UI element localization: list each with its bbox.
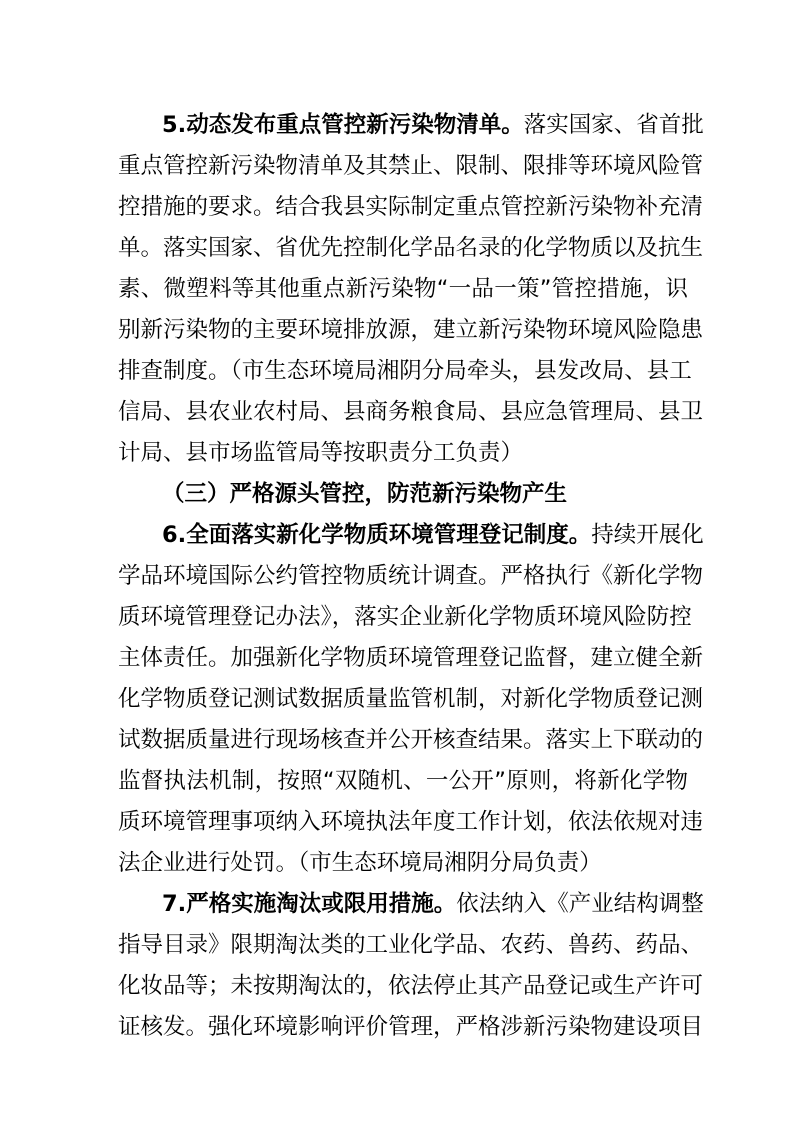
paragraph-line: 质环境管理事项纳入环境执法年度工作计划，依法依规对违	[118, 809, 704, 835]
paragraph-line: 监督执法机制，按照“双随机、一公开”原则，将新化学物	[118, 768, 688, 794]
paragraph-line: 试数据质量进行现场核查并公开核查结果。落实上下联动的	[118, 727, 704, 753]
paragraph-line: 单。落实国家、省优先控制化学品名录的化学物质以及抗生	[118, 235, 704, 261]
paragraph-line: 化妆品等；未按期淘汰的，依法停止其产品登记或生产许可	[118, 973, 704, 999]
paragraph-line: 指导目录》限期淘汰类的工业化学品、农药、兽药、药品、	[118, 932, 704, 958]
paragraph-line: 重点管控新污染物清单及其禁止、限制、限排等环境风险管	[118, 153, 704, 179]
paragraph-line: 计局、县市场监管局等按职责分工负责）	[118, 440, 524, 466]
section-heading: （三）严格源头管控，防范新污染物产生	[162, 481, 568, 507]
item-title: 6.全面落实新化学物质环境管理登记制度。	[162, 522, 592, 548]
paragraph-line: 信局、县农业农村局、县商务粮食局、县应急管理局、县卫	[118, 399, 704, 425]
paragraph-line: 化学物质登记测试数据质量监管机制，对新化学物质登记测	[118, 686, 704, 712]
paragraph-line: 别新污染物的主要环境排放源，建立新污染物环境风险隐患	[118, 317, 704, 343]
item-title: 5.动态发布重点管控新污染物清单。	[162, 112, 524, 138]
paragraph-line	[162, 105, 704, 145]
paragraph-line: 法企业进行处罚。（市生态环境局湘阴分局负责）	[118, 850, 602, 876]
paragraph-line	[162, 884, 704, 924]
item-text: 依法纳入《产业结构调整	[456, 891, 704, 917]
item-title: 7.严格实施淘汰或限用措施。	[162, 891, 457, 917]
paragraph-line: 质环境管理登记办法》，落实企业新化学物质环境风险防控	[118, 604, 692, 630]
paragraph-line: 素、微塑料等其他重点新污染物“一品一策”管控措施，识	[118, 276, 688, 302]
paragraph-line	[162, 515, 704, 555]
paragraph-line: 学品环境国际公约管控物质统计调查。严格执行《新化学物	[118, 563, 704, 589]
item-text: 落实国家、省首批	[523, 112, 704, 138]
paragraph-line: 证核发。强化环境影响评价管理，严格涉新污染物建设项目	[118, 1014, 704, 1040]
paragraph-line: 排查制度。（市生态环境局湘阴分局牵头，县发改局、县工	[118, 358, 692, 384]
paragraph-line: 控措施的要求。结合我县实际制定重点管控新污染物补充清	[118, 194, 704, 220]
item-text: 持续开展化	[591, 522, 704, 548]
paragraph-line: 主体责任。加强新化学物质环境管理登记监督，建立健全新	[118, 645, 704, 671]
